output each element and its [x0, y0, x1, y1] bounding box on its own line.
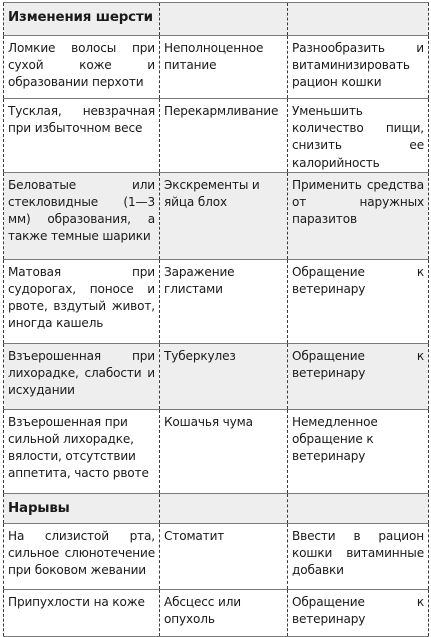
symptom-cell: Матовая при судорогах, поносе и рвоте, вздутый живот, иногда кашель: [4, 259, 160, 343]
symptoms-table: [3, 2, 429, 637]
symptom-cell: Тусклая, невзрачная при избыточном весе: [4, 99, 160, 173]
section-title: Нарывы: [4, 493, 160, 523]
section-title: Изменения шерсти: [4, 3, 160, 36]
section-header-row: [4, 493, 429, 523]
remedy-cell: Обращение к ветеринару: [288, 259, 429, 343]
cause-cell: Стоматит: [160, 523, 288, 589]
symptom-cell: Взъерошенная при сильной лихорадке, вялости, отсутствии аппетита, часто рвоте: [4, 409, 160, 493]
table-row: [4, 36, 429, 99]
cause-cell: Заражение глистами: [160, 259, 288, 343]
cause-cell: Туберкулез: [160, 343, 288, 409]
empty-cell: [160, 493, 288, 523]
remedy-cell: Обращение к ветеринару: [288, 343, 429, 409]
table-row: [4, 589, 429, 636]
remedy-cell: Немедленное обращение к ветеринару: [288, 409, 429, 493]
symptom-cell: Ломкие волосы при сухой коже и образовании перхоти: [4, 36, 160, 99]
cause-cell: Абсцесс или опухоль: [160, 589, 288, 636]
remedy-cell: Разнообразить и витаминизировать рацион кошки: [288, 36, 429, 99]
symptom-cell: Взъерошенная при лихорадке, слабости и исхудании: [4, 343, 160, 409]
table-row: [4, 409, 429, 493]
remedy-cell: Уменьшить количество пищи, снизить ее калорийность: [288, 99, 429, 173]
remedy-cell: Обращение к ветеринару: [288, 589, 429, 636]
empty-cell: [288, 493, 429, 523]
symptom-cell: Беловатые или стекловидные (1—3 мм) образования, а также темные шарики: [4, 172, 160, 259]
symptom-cell: Припухлости на коже: [4, 589, 160, 636]
empty-cell: [160, 3, 288, 36]
empty-cell: [288, 3, 429, 36]
remedy-cell: Применить средства от наружных паразитов: [288, 172, 429, 259]
cause-cell: Экскременты и яйца блох: [160, 172, 288, 259]
table-row: [4, 172, 429, 259]
table-row: [4, 523, 429, 589]
cause-cell: Перекармливание: [160, 99, 288, 173]
table-row: [4, 343, 429, 409]
cause-cell: Кошачья чума: [160, 409, 288, 493]
table-row: [4, 99, 429, 173]
section-header-row: [4, 3, 429, 36]
table-row: [4, 259, 429, 343]
symptom-cell: На слизистой рта, сильное слюнотечение при боковом жевании: [4, 523, 160, 589]
remedy-cell: Ввести в рацион кошки витаминные добавки: [288, 523, 429, 589]
cause-cell: Неполноценное питание: [160, 36, 288, 99]
